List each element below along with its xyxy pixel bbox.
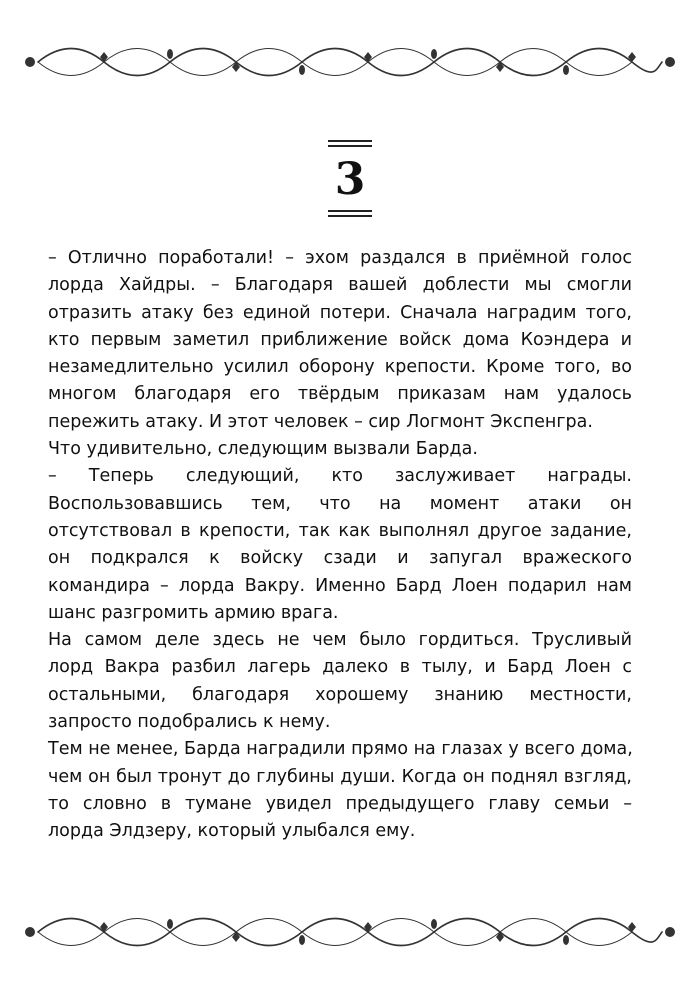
text-line: пережить атаку. И этот человек – сир Логмонт Экспенгра. [48, 411, 593, 432]
text-line: Что удивительно, следующим вызвали Барда. [48, 439, 478, 460]
text-line: отразить атаку без единой потери. Сначала наградим того, [48, 302, 632, 323]
text-line: остальными, благодаря хорошему знанию местности, [48, 684, 632, 705]
text-line: Воспользовавшись тем, что на момент атаки он [48, 493, 632, 514]
text-line: лорда Хайдры. – Благодаря вашей доблести мы смогли [48, 275, 632, 296]
text-line: лорд Вакра разбил лагерь далеко в тылу, и Бард Лоен с [48, 657, 632, 678]
text-line: Тем не менее, Барда наградили прямо на глазах у всего дома, [48, 739, 633, 760]
heading-rule-top-second [328, 145, 372, 147]
ornament-top-border [20, 40, 680, 84]
body-text [48, 245, 632, 846]
text-line: чем он был тронут до глубины души. Когда он поднял взгляд, [48, 766, 632, 787]
text-line: отсутствовал в крепости, так как выполнял другое задание, [48, 520, 632, 541]
text-line: многом благодаря его твёрдым приказам нам удалось [48, 384, 632, 405]
text-line: кто первым заметил приближение войск дома Коэндера и [48, 329, 632, 350]
heading-rule-bottom-second [328, 215, 372, 217]
text-line: лорда Элдзеру, который улыбался ему. [48, 821, 416, 842]
text-line: На самом деле здесь не чем было гордиться. Трусливый [48, 630, 632, 651]
ornament-bottom-border [20, 910, 680, 954]
text-line: – Отлично поработали! – эхом раздался в приёмной голос [48, 248, 632, 268]
text-line: то словно в тумане увидел предыдущего главу семьи – [48, 793, 632, 814]
text-line: – Теперь следующий, кто заслуживает награды. [48, 466, 632, 487]
text-line: командира – лорда Вакру. Именно Бард Лоен подарил нам [48, 575, 632, 596]
chapter-heading [300, 140, 400, 220]
heading-rule-top [328, 140, 372, 142]
text-line: шанс разгромить армию врага. [48, 602, 339, 623]
chapter-number: 3 [334, 154, 366, 205]
text-line: незамедлительно усилил оборону крепости. Кроме того, во [48, 357, 632, 378]
text-line: он подкрался к войску сзади и запугал вражеского [48, 548, 632, 569]
text-line: запросто подобрались к нему. [48, 712, 331, 733]
heading-rule-bottom [328, 210, 372, 212]
